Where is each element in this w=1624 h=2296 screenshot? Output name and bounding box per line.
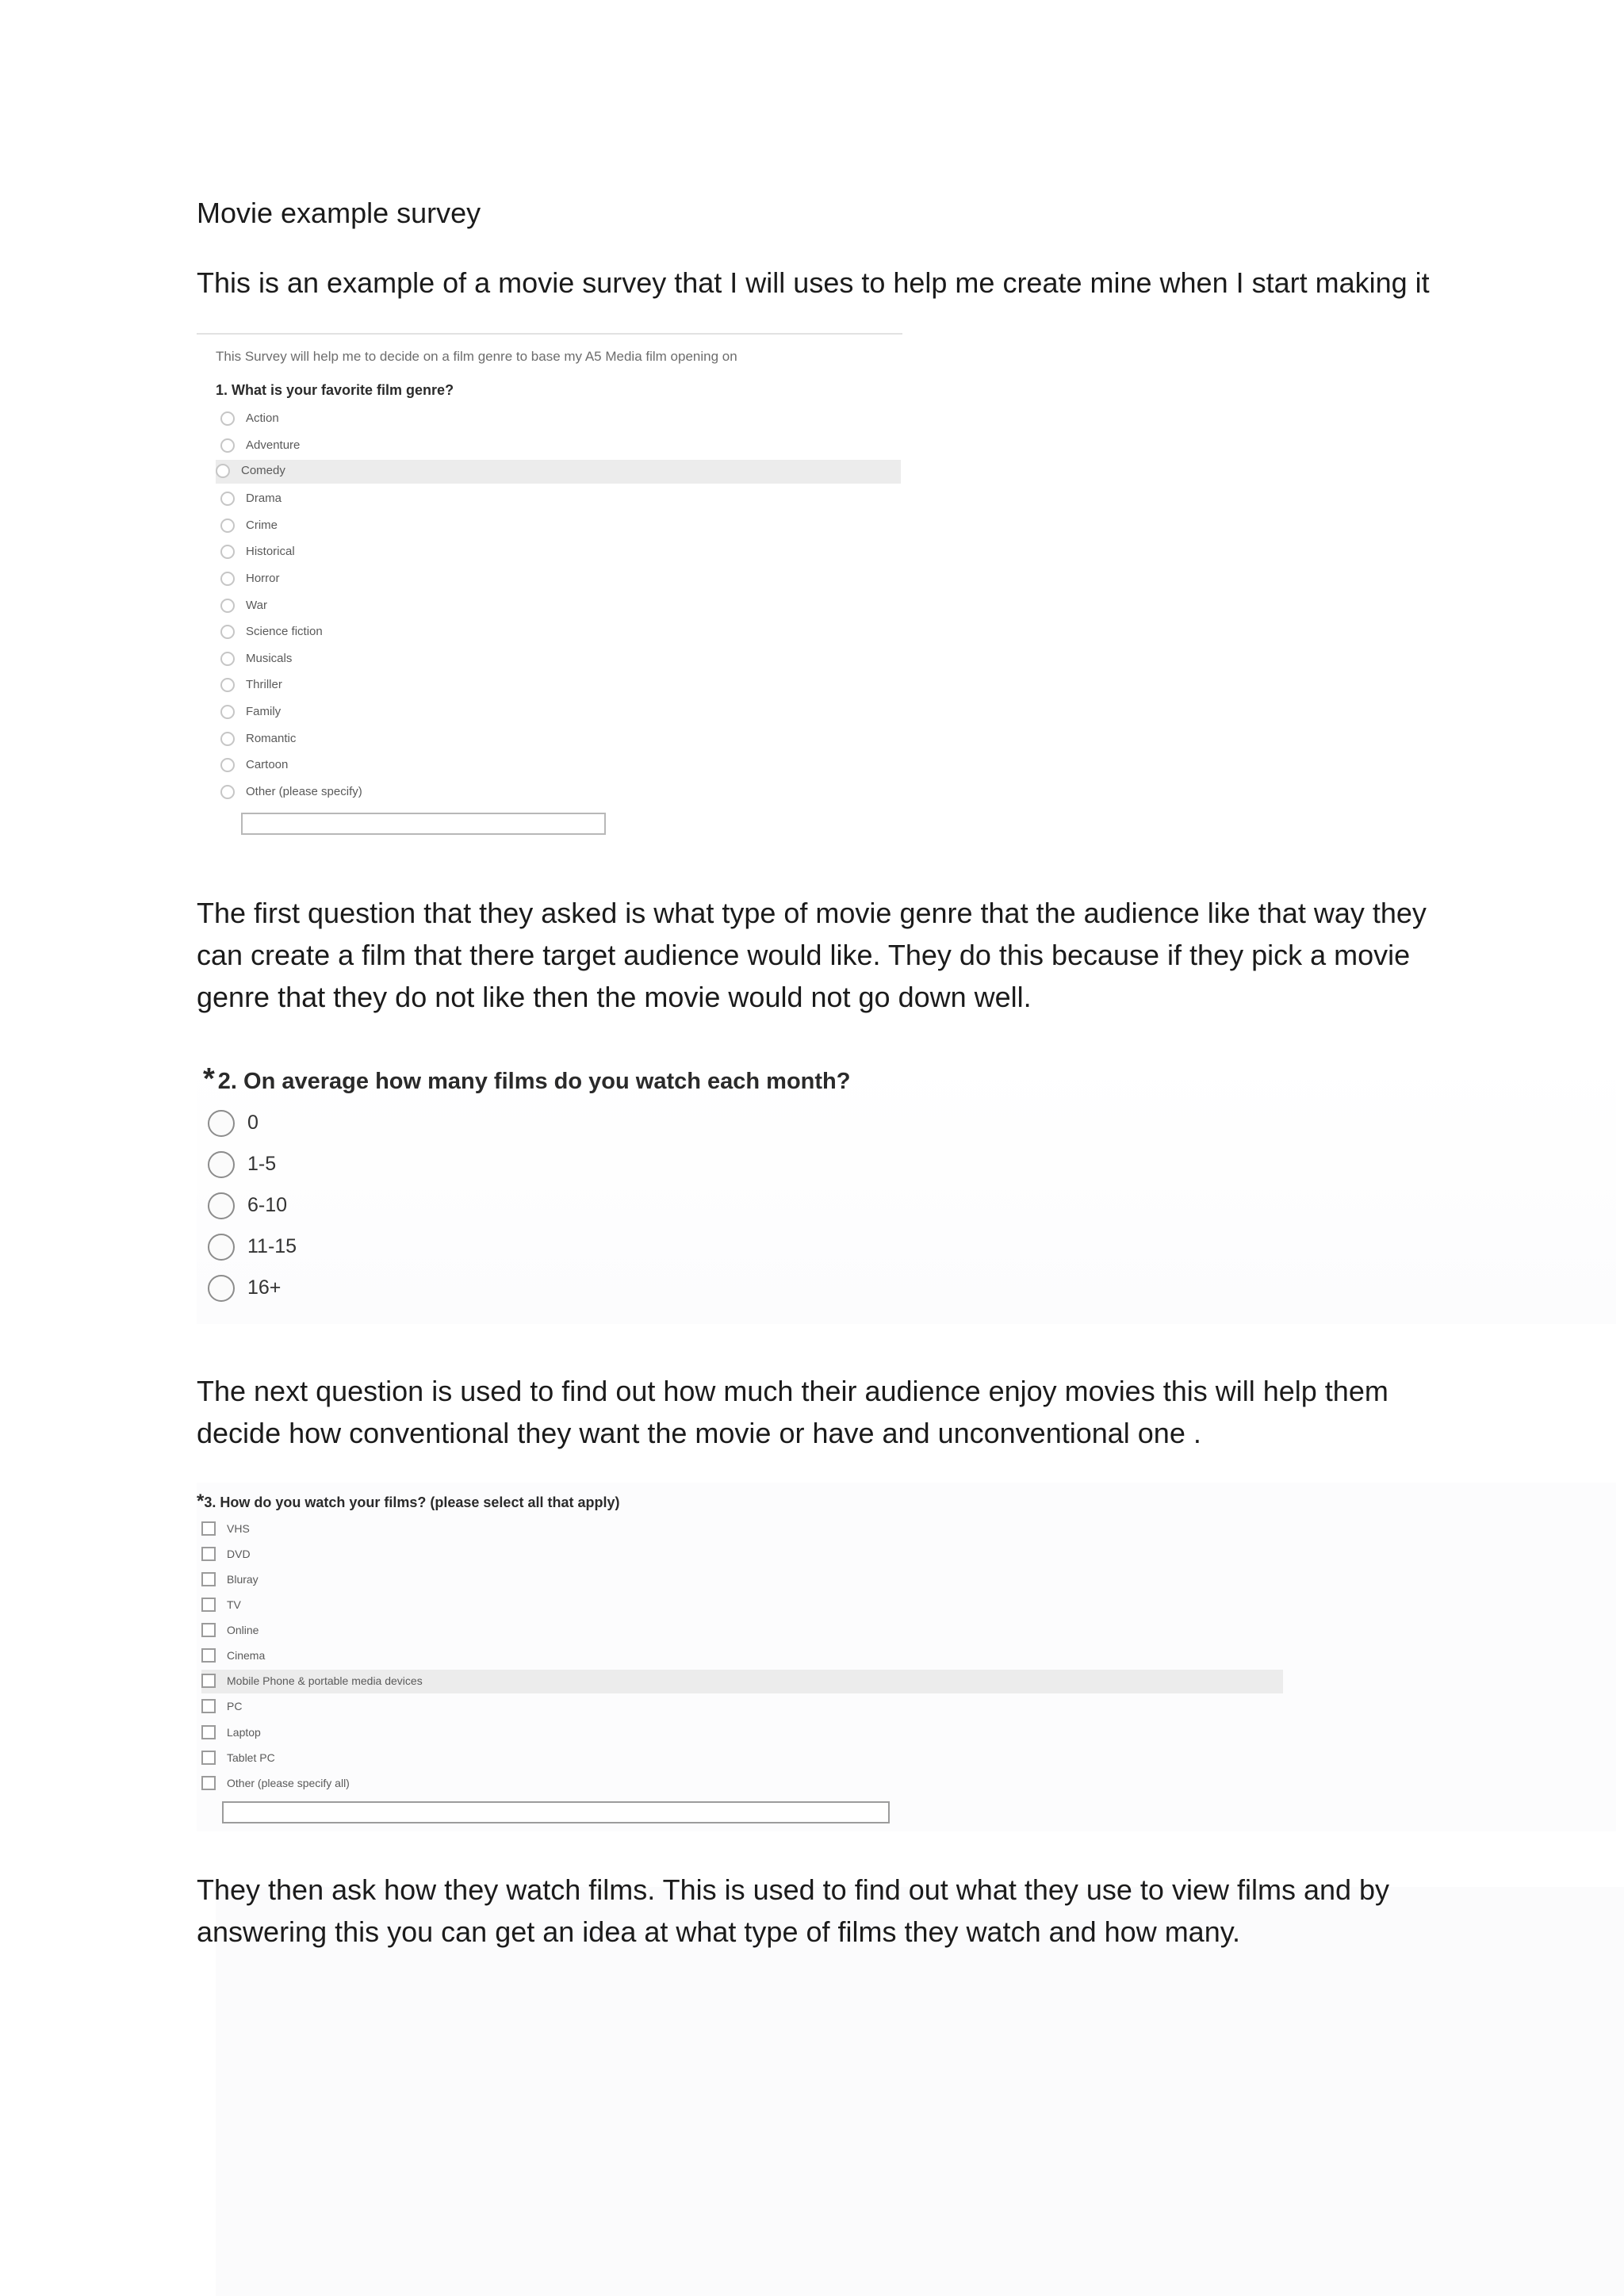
genre-option[interactable]: Horror — [220, 568, 901, 591]
radio-icon[interactable] — [220, 599, 235, 613]
genre-option[interactable]: Romantic — [220, 728, 901, 752]
checkbox-icon[interactable] — [201, 1521, 216, 1536]
radio-icon[interactable] — [220, 519, 235, 533]
survey-question-3-image: *3. How do you watch your films? (please select all that apply) VHS DVD Bluray TV Online Cinema Mobile Phone & portable media devices PC Laptop Tablet PC Other (please specify all) — [197, 1483, 1616, 1831]
radio-icon[interactable] — [220, 758, 235, 772]
genre-option[interactable]: Drama — [220, 488, 901, 511]
radio-icon[interactable] — [208, 1110, 235, 1137]
checkbox-icon[interactable] — [201, 1598, 216, 1612]
genre-option[interactable]: Family — [220, 701, 901, 725]
required-star: * — [203, 1062, 215, 1096]
question-3-title: *3. How do you watch your films? (please select all that apply) — [197, 1490, 620, 1512]
document-heading: Movie example survey — [197, 197, 481, 229]
survey-question-1-image — [197, 333, 902, 842]
other-viewing-input[interactable] — [222, 1801, 890, 1823]
radio-icon[interactable] — [208, 1234, 235, 1261]
paragraph-question-3: They then ask how they watch films. This is used to find out what they use to view films and by answering this you can get an idea at what type of films they watch and how many. — [197, 1873, 1390, 1948]
radio-icon[interactable] — [220, 732, 235, 746]
genre-option[interactable]: Other (please specify) — [220, 781, 901, 805]
intro-paragraph: This is an example of a movie survey that I will uses to help me create mine when I start making it — [197, 266, 1430, 299]
radio-icon[interactable] — [216, 464, 230, 478]
genre-option[interactable]: War — [220, 595, 901, 618]
checkbox-icon[interactable] — [201, 1547, 216, 1561]
genre-option[interactable]: Thriller — [220, 674, 901, 698]
checkbox-icon[interactable] — [201, 1699, 216, 1713]
checkbox-icon[interactable] — [201, 1572, 216, 1586]
radio-icon[interactable] — [220, 678, 235, 692]
genre-option[interactable]: Crime — [220, 515, 901, 538]
genre-option[interactable]: Comedy — [216, 460, 901, 484]
checkbox-icon[interactable] — [201, 1674, 216, 1688]
checkbox-icon[interactable] — [201, 1725, 216, 1739]
other-genre-input[interactable] — [241, 813, 606, 835]
genre-option[interactable]: Cartoon — [220, 754, 901, 778]
checkbox-icon[interactable] — [201, 1648, 216, 1663]
genre-option[interactable]: Musicals — [220, 648, 901, 672]
question-1-title: 1. What is your favorite film genre? — [216, 382, 454, 398]
radio-icon[interactable] — [220, 438, 235, 453]
radio-icon[interactable] — [220, 652, 235, 666]
checkbox-icon[interactable] — [201, 1623, 216, 1637]
radio-icon[interactable] — [220, 705, 235, 719]
radio-icon[interactable] — [208, 1275, 235, 1302]
genre-option[interactable]: Action — [220, 408, 901, 431]
radio-icon[interactable] — [220, 492, 235, 506]
radio-icon[interactable] — [220, 572, 235, 586]
required-star: * — [197, 1490, 205, 1512]
viewing-option[interactable]: Mobile Phone & portable media devices — [201, 1670, 1283, 1693]
genre-option[interactable]: Adventure — [220, 434, 901, 458]
paragraph-question-2: The next question is used to find out how much their audience enjoy movies this will help them decide how conventional they want the movie or have and unconventional one . — [197, 1375, 1388, 1449]
survey-question-2-image: * 2. On average how many films do you watch each month? 0 1-5 6-10 11-15 16+ — [197, 1054, 1616, 1324]
radio-icon[interactable] — [208, 1192, 235, 1219]
checkbox-icon[interactable] — [201, 1776, 216, 1790]
radio-icon[interactable] — [220, 625, 235, 639]
genre-option[interactable]: Historical — [220, 541, 901, 564]
radio-icon[interactable] — [208, 1151, 235, 1178]
radio-icon[interactable] — [220, 545, 235, 559]
radio-icon[interactable] — [220, 411, 235, 426]
radio-icon[interactable] — [220, 785, 235, 799]
question-2-title: * 2. On average how many films do you watch each month? — [203, 1062, 851, 1096]
survey-intro: This Survey will help me to decide on a film genre to base my A5 Media film opening on — [216, 349, 737, 364]
genre-option[interactable]: Science fiction — [220, 621, 901, 645]
paragraph-question-1: The first question that they asked is what type of movie genre that the audience like that way they can create a film that there target audience would like. They do this because if they pick a movie genre that they do not like then the movie would not go down well. — [197, 897, 1427, 1013]
checkbox-icon[interactable] — [201, 1751, 216, 1765]
